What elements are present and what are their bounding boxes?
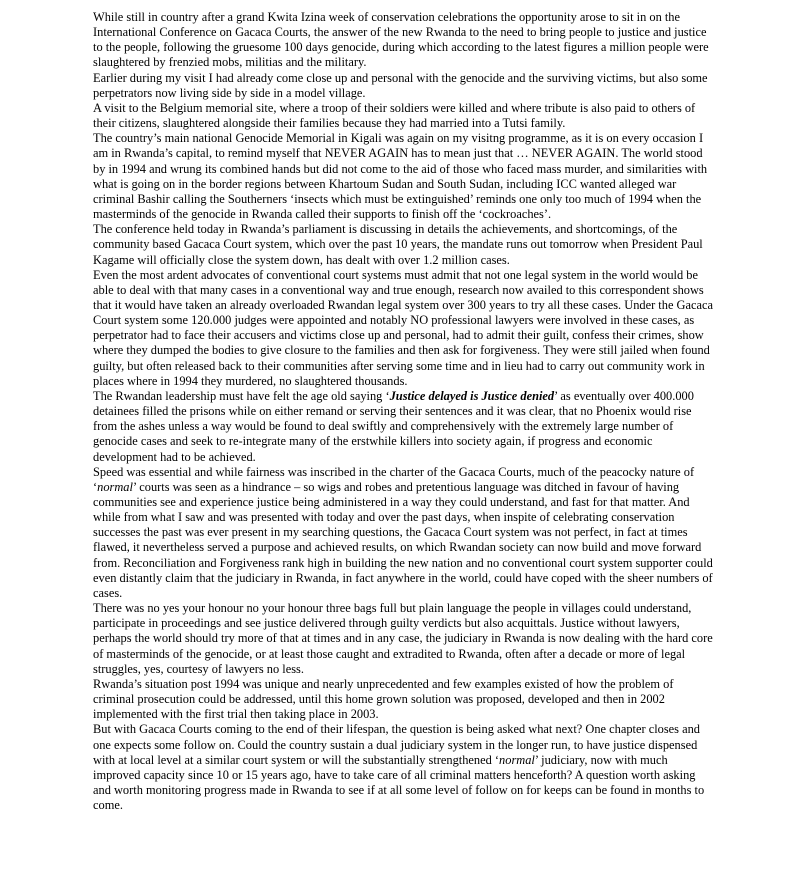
paragraph-text: The conference held today in Rwanda’s parliament is discussing in details the achievements, and shortcomings, of the community based Gacaca Court system, which over the past 10 years, the mandate runs out tomorrow when President Paul Kagame will officially close the system down, has dealt with over 1.2 million cases. [93,222,703,267]
article-paragraph [93,101,715,131]
article-paragraph [93,131,715,222]
article-paragraph [93,71,715,101]
paragraph-text: Rwanda’s situation post 1994 was unique and nearly unprecedented and few examples existed of how the problem of criminal prosecution could be addressed, until this home grown solution was proposed, developed and then in 2002 implemented with the first trial then taking place in 2003. [93,676,674,722]
paragraph-text: A visit to the Belgium memorial site, where a troop of their soldiers were killed and where tribute is also paid to others of their citizens, slaughtered alongside their families because they had married into a Tutsi family. [93,100,696,131]
emphasized-quote: Justice delayed is Justice denied [389,388,555,403]
paragraph-text: Even the most ardent advocates of conventional court systems must admit that not one legal system in the world would be able to deal with that many cases in a conventional way and true enough, research now availed to this correspondent shows that it would have taken an already overloaded Rwandan legal system over 300 years to try all these cases. Under the Gacaca Court system some 120.000 judges were appointed and notably NO professional lawyers were involved in these cases, as perpetrator had to face their accusers and victims close up and personal, had to admit their guilt, confess their crimes, show where they dumped the bodies to give closure to the families and then ask for forgiveness. They were still jailed when found guilty, but often released back to their communities after serving some time and in lieu had to carry out community work in places where in 1994 they murdered, no slaughtered thousands. [93,267,713,388]
paragraph-text: Earlier during my visit I had already come close up and personal with the genocide and the surviving victims, but also some perpetrators now living side by side in a model village. [93,70,708,100]
paragraph-text: The Rwandan leadership must have felt the age old saying ‘ [93,388,390,403]
italic-term: normal [97,479,133,494]
italic-term: normal [499,752,535,767]
paragraph-text: There was no yes your honour no your honour three bags full but plain language the people in villages could understand, participate in proceedings and see justice delivered through guilty verdicts but also acquittals. Justice without lawyers, perhaps the world should try more of that at times and in any case, the judiciary in Rwanda is now dealing with the hard core of masterminds of the genocide, or at least those caught and extradited to Rwanda, often after a decade or more of legal struggles, yes, courtesy of lawyers no less. [93,601,713,676]
paragraph-text: The country’s main national Genocide Memorial in Kigali was again on my visitng programme, as it is on every occasion I am in Rwanda’s capital, to remind myself that NEVER AGAIN has to mean just that … NEVER AGAIN. The world stood by in 1994 and wrung its combined hands but did not come to the aid of those who faced mass murder, and similarities with what is going on in the border regions between Khartoum Sudan and South Sudan, including ICC wanted alleged war criminal Bashir calling the Southerners ‘insects which must be extinguished’ reminds one only too much of 1994 when the masterminds of the genocide in Rwanda called their supports to finish off the ‘cockroaches’. [93,131,708,222]
article-paragraph [93,10,715,71]
article-paragraph [93,268,715,389]
article-paragraph [93,222,715,267]
paragraph-text: While still in country after a grand Kwita Izina week of conservation celebrations the opportunity arose to sit in on the International Conference on Gacaca Courts, the answer of the new Rwanda to the need to bring people to justice and justice to the people, following the gruesome 100 days genocide, during which according to the latest figures a million people were slaughtered by frenzied mobs, militias and the military. [93,10,709,70]
article-paragraph [93,465,715,601]
paragraph-text: ’ as eventually over 400.000 detainees filled the prisons while on either remand or serving their sentences and it was clear, that no Phoenix would rise from the ashes unless a way would be found to deal swiftly and comprehensively with the extremely large number of genocide cases and seek to re-integrate many of the erstwhile killers into society again, if progress and economic development had to be achieved. [93,388,694,464]
paragraph-text: But with Gacaca Courts coming to the end of their lifespan, the question is being asked what next? One chapter closes and one expects some follow on. Could the country sustain a dual judiciary system in the longer run, to have justice dispensed with at local level at a similar court system or will the substantially strengthened ‘ [93,722,700,767]
article-paragraph [93,389,715,465]
paragraph-text: ’ judiciary, now with much improved capacity since 10 or 15 years ago, have to take care of all criminal matters henceforth? A question worth asking and worth monitoring progress made in Rwanda to see if at all some level of follow on for keeps can be found in months to come. [93,752,705,813]
article-body [93,10,715,813]
article-paragraph [93,601,715,677]
article-paragraph [93,677,715,722]
article-paragraph [93,722,715,813]
paragraph-text: Speed was essential and while fairness was inscribed in the charter of the Gacaca Courts, much of the peacocky nature of ‘ [93,464,695,494]
paragraph-text: ’ courts was seen as a hindrance – so wigs and robes and pretentious language was ditched in favour of having communities see and experience justice being administered in a way they could understand, and fast for that matter. And while from what I saw and was presented with today and over the past days, when inspite of celebrating conservation successes the past was ever present in my searching questions, the Gacaca Court system was not perfect, in fact at times flawed, it nevertheless served a purpose and achieved results, on which Rwandan society can now build and move forward from. Reconciliation and Forgiveness rank high in building the new nation and no conventional court system supporter could even distantly claim that the judiciary in Rwanda, in fact anywhere in the world, could have coped with the sheer numbers of cases. [93,479,713,600]
